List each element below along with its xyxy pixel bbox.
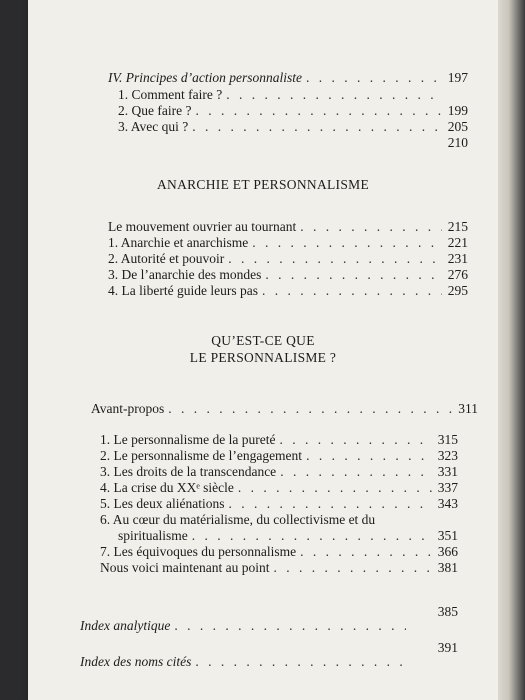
toc-label: 4. La liberté guide leurs pas (108, 283, 258, 298)
toc-label: IV. Principes d’action personnaliste (108, 70, 302, 85)
toc-leader-dots (300, 219, 442, 235)
toc-label: Nous voici maintenant au point (100, 560, 270, 575)
toc-entry (108, 267, 468, 283)
toc-label: 2. Que faire ? (118, 103, 192, 118)
toc-page-number: 215 (447, 219, 468, 234)
section-heading-line1: QU’EST-CE QUE (211, 333, 315, 348)
toc-label: Le mouvement ouvrier au tournant (108, 219, 297, 234)
toc-label: 4. La crise du XXᵉ siècle (100, 480, 234, 495)
section-heading: ANARCHIE ET PERSONNALISME (156, 177, 369, 192)
toc-page-number: 337 (437, 480, 458, 495)
toc-leader-dots (228, 496, 432, 512)
toc-leader-dots (300, 544, 432, 560)
toc-label: 3. De l’anarchie des mondes (108, 267, 262, 282)
toc-label: 2. Autorité et pouvoir (108, 251, 225, 266)
section-heading-line2: LE PERSONNALISME ? (189, 350, 337, 365)
toc-page-number: 231 (447, 251, 468, 266)
toc-page-number: 311 (458, 401, 478, 416)
toc-label: 3. Les droits de la transcendance (100, 464, 277, 479)
toc-leader-dots (280, 464, 432, 480)
toc-leader-dots (228, 251, 442, 267)
toc-leader-dots (306, 70, 442, 86)
toc-page-number: 391 (437, 640, 458, 655)
toc-page-number: 199 (447, 103, 468, 118)
toc-entry (100, 464, 458, 480)
toc-entry-wrapped-line1 (100, 512, 458, 528)
toc-entry (100, 560, 458, 576)
toc-label: Avant-propos (91, 401, 165, 416)
toc-entry (118, 103, 468, 119)
toc-page-number: 381 (437, 560, 458, 575)
toc-leader-dots (174, 618, 406, 634)
toc-leader-dots (238, 480, 432, 496)
toc-label: 3. Avec qui ? (118, 119, 189, 134)
toc-entry (108, 251, 468, 267)
toc-page-number: 366 (437, 544, 458, 559)
toc-label: Index analytique (80, 618, 171, 633)
toc-label: 1. Comment faire ? (118, 87, 223, 102)
toc-leader-dots (192, 528, 432, 544)
toc-page-number: 385 (437, 604, 458, 619)
toc-leader-dots (168, 401, 452, 417)
toc-entry-wrapped-line2 (118, 528, 458, 544)
toc-leader-dots (195, 654, 406, 670)
toc-label: 7. Les équivoques du personnalisme (100, 544, 297, 559)
toc-page-number: 315 (437, 432, 458, 447)
toc-entry-index-noms (80, 654, 410, 670)
toc-entry (108, 283, 468, 299)
toc-entry (118, 119, 468, 135)
toc-leader-dots (195, 103, 442, 119)
toc-page-number: 197 (447, 70, 468, 85)
toc-leader-dots (279, 432, 432, 448)
toc-entry-index-analytique (80, 618, 410, 634)
toc-page-number: 351 (437, 528, 458, 543)
toc-entry (108, 235, 468, 251)
toc-label: 5. Les deux aliénations (100, 496, 225, 511)
toc-leader-dots (273, 560, 432, 576)
toc-entry (100, 432, 458, 448)
toc-page-number: 221 (447, 235, 468, 250)
toc-label: 6. Au cœur du matérialisme, du collectivisme et du (100, 512, 376, 527)
toc-leader-dots (306, 448, 432, 464)
page-edge-stack (498, 0, 525, 700)
toc-leader-dots (252, 235, 442, 251)
toc-label: spiritualisme (118, 528, 188, 543)
toc-entry (100, 448, 458, 464)
toc-page-number: 276 (447, 267, 468, 282)
toc-label: Index des noms cités (80, 654, 192, 669)
toc-label: 1. Le personnalisme de la pureté (100, 432, 276, 447)
toc-page-number: 331 (437, 464, 458, 479)
toc-entry-section-iv (108, 70, 468, 86)
toc-page-number: 205 (447, 119, 468, 134)
toc-entry (118, 87, 468, 103)
toc-page-number: 323 (437, 448, 458, 463)
toc-leader-dots (262, 283, 442, 299)
toc-entry-avant-propos (91, 401, 478, 417)
toc-leader-dots (226, 87, 442, 103)
toc-leader-dots (192, 119, 442, 135)
toc-entry (100, 544, 458, 560)
toc-entry (100, 496, 458, 512)
toc-label: 2. Le personnalisme de l’engagement (100, 448, 303, 463)
toc-label: 1. Anarchie et anarchisme (108, 235, 249, 250)
toc-page-number: 210 (447, 135, 468, 150)
toc-page-number: 343 (437, 496, 458, 511)
book-page (28, 0, 498, 700)
toc-leader-dots (265, 267, 442, 283)
toc-entry (108, 219, 468, 235)
toc-entry (100, 480, 458, 496)
toc-page-number: 295 (447, 283, 468, 298)
